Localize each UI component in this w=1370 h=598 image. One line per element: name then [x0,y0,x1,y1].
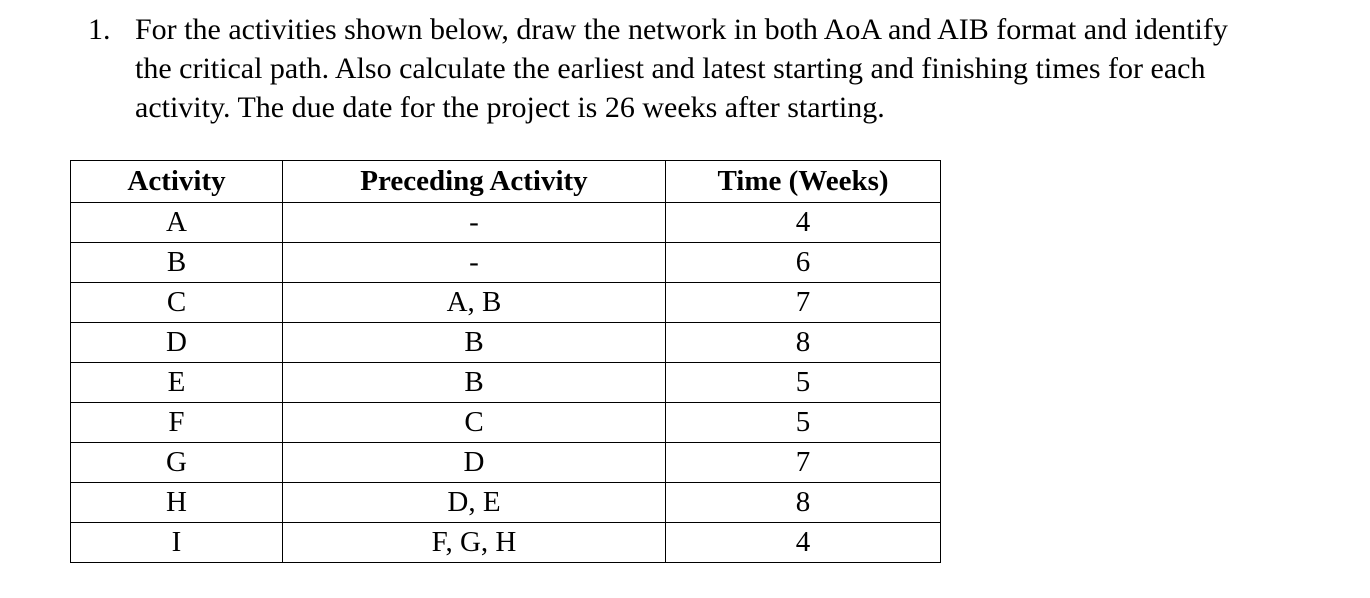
preceding-cell: - [283,203,666,243]
question-line: activity. The due date for the project is 26 weeks after starting. [135,91,885,124]
preceding-cell: B [283,363,666,403]
question-line: the critical path. Also calculate the earliest and latest starting and finishing times for each [135,52,1206,85]
activity-table [70,160,941,563]
preceding-cell: B [283,323,666,363]
table-row [71,363,941,403]
time-cell: 7 [666,283,941,323]
table-row [71,443,941,483]
table-header-row [71,161,941,203]
preceding-cell: D, E [283,483,666,523]
time-cell: 5 [666,403,941,443]
header-time-weeks: Time (Weeks) [666,161,941,203]
activity-cell: D [71,323,283,363]
activity-cell: A [71,203,283,243]
table-row [71,483,941,523]
time-cell: 5 [666,363,941,403]
activity-cell: H [71,483,283,523]
time-cell: 8 [666,323,941,363]
preceding-cell: D [283,443,666,483]
table-row [71,283,941,323]
question-number: 1. [88,13,111,46]
question-line: For the activities shown below, draw the network in both AoA and AIB format and identify [135,13,1228,46]
time-cell: 8 [666,483,941,523]
table-row [71,403,941,443]
table-row [71,323,941,363]
preceding-cell: F, G, H [283,523,666,563]
activity-cell: F [71,403,283,443]
activity-cell: C [71,283,283,323]
table-row [71,243,941,283]
preceding-cell: A, B [283,283,666,323]
activity-cell: B [71,243,283,283]
header-preceding-activity: Preceding Activity [283,161,666,203]
header-activity: Activity [71,161,283,203]
time-cell: 4 [666,523,941,563]
time-cell: 6 [666,243,941,283]
table-row [71,523,941,563]
activity-cell: I [71,523,283,563]
question-block [88,10,1363,127]
activity-cell: G [71,443,283,483]
question-text [135,10,1363,127]
time-cell: 7 [666,443,941,483]
preceding-cell: - [283,243,666,283]
activity-cell: E [71,363,283,403]
table-row [71,203,941,243]
preceding-cell: C [283,403,666,443]
time-cell: 4 [666,203,941,243]
